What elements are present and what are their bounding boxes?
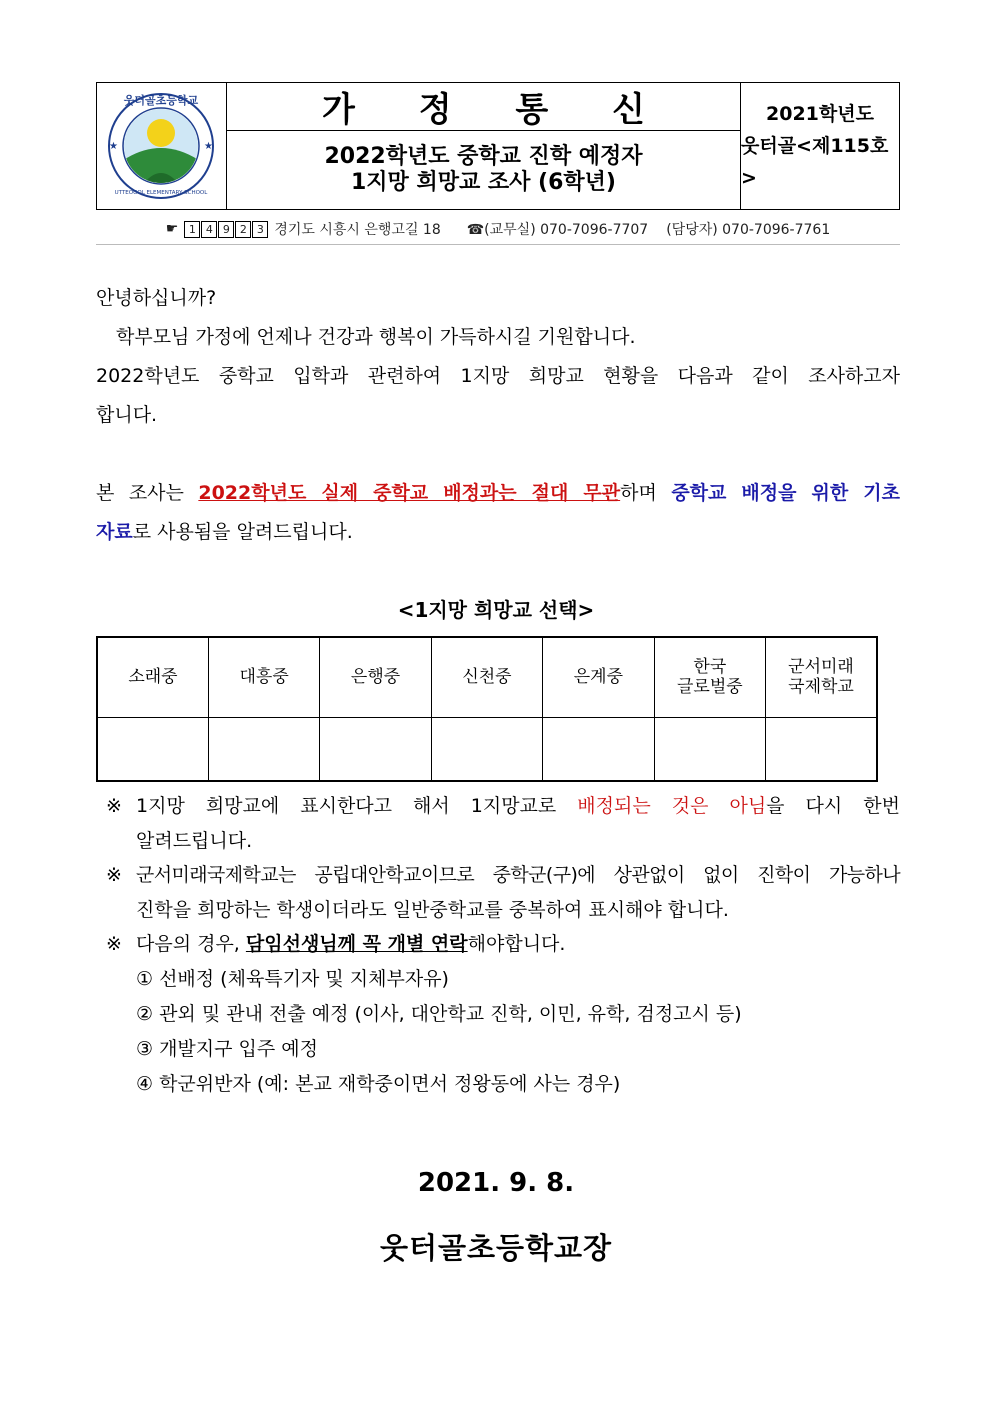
school-header-cell: 군서미래 국제학교 [766, 637, 877, 717]
choice-mark-cell[interactable] [654, 717, 765, 781]
school-year: 2021학년도 [766, 103, 874, 125]
reference-mark: ※ [106, 795, 122, 817]
choice-mark-cell[interactable] [320, 717, 431, 781]
notice-blue-emphasis-2: 자료 [96, 521, 133, 543]
newsletter-subtitle [227, 131, 740, 209]
case-item-4: ④ 학군위반자 (예: 본교 재학중이면서 정왕동에 사는 경우) [136, 1073, 621, 1095]
subtitle-line-1: 2022학년도 중학교 진학 예정자 [324, 144, 643, 169]
school-header-cell: 신천중 [431, 637, 542, 717]
note-1: ※ 1지망 희망교에 표시한다고 해서 1지망교로 배정되는 것은 아님을 다시 한번 알려드립니다. [106, 789, 900, 859]
postcode-digit: 4 [201, 221, 217, 238]
choice-mark-cell[interactable] [543, 717, 654, 781]
choice-mark-cell[interactable] [766, 717, 877, 781]
office-phone: ☎(교무실) 070-7096-7707 [466, 222, 649, 238]
postcode-digit: 9 [218, 221, 234, 238]
reference-mark: ※ [106, 933, 122, 955]
notice-line-1 [96, 473, 900, 513]
school-header-cell: 은행중 [320, 637, 431, 717]
purpose-line-1: 2022학년도 중학교 입학과 관련하여 1지망 희망교 현황을 다음과 같이 조사하고자 [96, 365, 900, 387]
school-choice-table [96, 636, 878, 782]
newsletter-header [96, 82, 900, 210]
note-bold-emphasis: 담임선생님께 꼭 개별 연락 [245, 933, 468, 955]
greeting: 안녕하십니까? [96, 287, 217, 309]
school-header-cell: 대흥중 [208, 637, 319, 717]
issue-cell [741, 83, 899, 209]
case-item-1: ① 선배정 (체육특기자 및 지체부자유) [136, 968, 449, 990]
choice-mark-cell[interactable] [431, 717, 542, 781]
school-header-cell: 한국 글로벌중 [654, 637, 765, 717]
address-line [96, 214, 900, 245]
title-cell [227, 83, 741, 209]
star-icon: ★ [109, 141, 118, 152]
choice-mark-cell[interactable] [208, 717, 319, 781]
note-red-emphasis: 배정되는 것은 아님 [577, 795, 767, 817]
choice-caption: <1지망 희망교 선택> [397, 598, 595, 622]
issue-number: 웃터골<제115호> [741, 135, 889, 189]
subtitle-line-2: 1지망 희망교 조사 (6학년) [351, 170, 616, 195]
note-1-line-2: 알려드립니다. [136, 830, 253, 852]
reference-mark: ※ [106, 864, 122, 886]
note-2-line-2: 진학을 희망하는 학생이더라도 일반중학교를 중복하여 표시해야 합니다. [136, 899, 729, 921]
school-header-cell: 은계중 [543, 637, 654, 717]
notice-line-2 [96, 512, 900, 552]
note-2-line-1: 군서미래국제학교는 공립대안학교이므로 중학군(구)에 상관없이 없이 진학이 가능하나 [136, 864, 900, 886]
newsletter-title: 가 정 통 신 [227, 83, 740, 131]
notice-post: 로 사용됨을 알려드립니다. [132, 521, 353, 543]
logo-sub-text: UTTEOGOL ELEMENTARY SCHOOL [114, 190, 208, 196]
manager-phone: (담당자) 070-7096-7761 [666, 222, 831, 238]
note-2 [106, 858, 900, 928]
notice-pre: 본 조사는 [96, 482, 199, 504]
school-logo [97, 83, 225, 208]
school-header-cell: 소래중 [97, 637, 208, 717]
postcode-digit: 2 [235, 221, 251, 238]
street-address: 경기도 시흥시 은행고길 18 [274, 222, 441, 238]
purpose-line-2: 합니다. [96, 404, 158, 426]
choice-mark-cell[interactable] [97, 717, 208, 781]
notice-blue-emphasis: 중학교 배정을 위한 기초 [671, 482, 901, 504]
note-3: ※ 다음의 경우, 담임선생님께 꼭 개별 연락해야합니다. [106, 927, 900, 962]
principal-signature: 웃터골초등학교장 [379, 1231, 613, 1265]
logo-arc-text: 웃터골초등학교 [123, 94, 199, 107]
issue-date: 2021. 9. 8. [417, 1168, 575, 1198]
wish-text: 학부모님 가정에 언제나 건강과 행복이 가득하시길 기원합니다. [116, 326, 636, 348]
choice-mark-row [97, 717, 877, 781]
case-item-2: ② 관외 및 관내 전출 예정 (이사, 대안학교 진학, 이민, 유학, 검정고시 등) [136, 1003, 742, 1025]
postcode-digit: 3 [252, 221, 268, 238]
case-item-3: ③ 개발지구 입주 예정 [136, 1038, 318, 1060]
school-logo-cell [97, 83, 227, 209]
notice-mid: 하며 [620, 482, 672, 504]
notice-red-emphasis: 2022학년도 실제 중학교 배정과는 절대 무관 [198, 482, 621, 504]
school-header-row [97, 637, 877, 717]
hand-pointer-icon: ☛ [165, 221, 179, 237]
postcode [184, 221, 268, 238]
postcode-digit: 1 [184, 221, 200, 238]
star-icon: ★ [204, 141, 213, 152]
